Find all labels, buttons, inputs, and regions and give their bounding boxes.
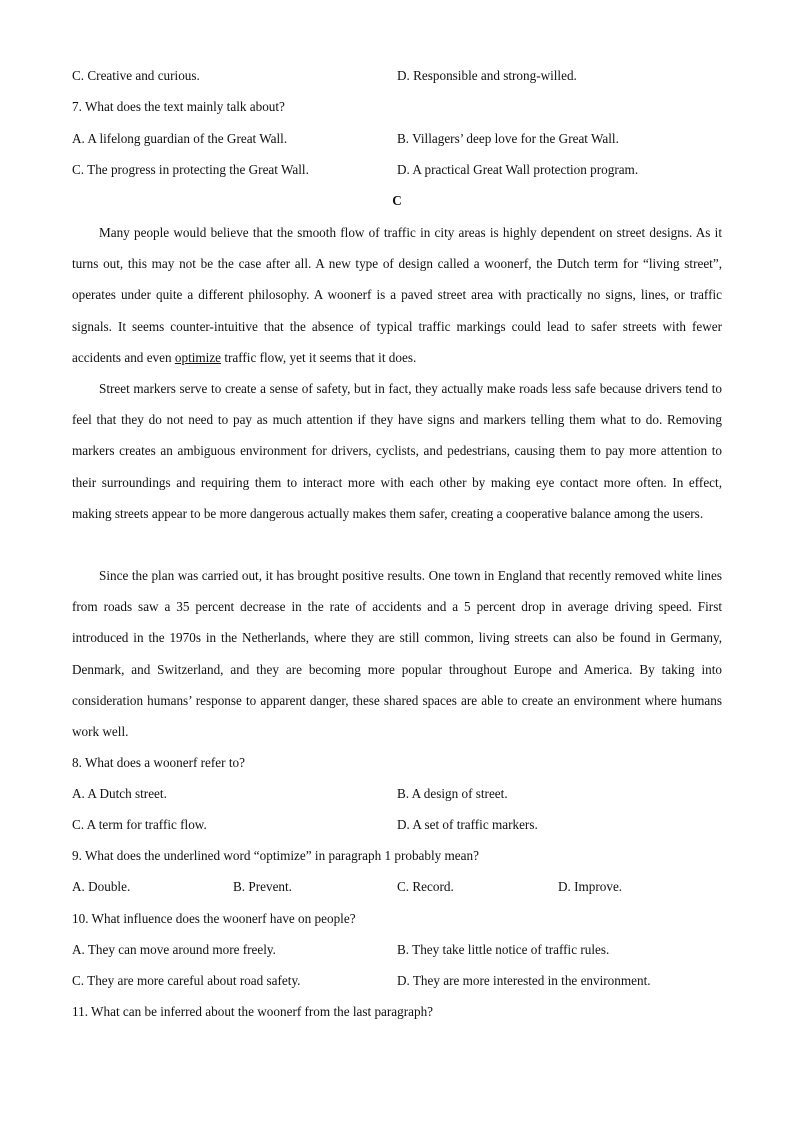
q7-option-a: A. A lifelong guardian of the Great Wall. (72, 131, 288, 146)
q10-option-a: A. They can move around more freely. (72, 942, 276, 957)
q6-option-d: D. Responsible and strong-willed. (397, 68, 577, 83)
q10-option-c: C. They are more careful about road safety. (72, 973, 301, 988)
q8-option-a: A. A Dutch street. (72, 786, 167, 801)
passage-paragraph-1 (72, 217, 722, 373)
q7-option-b: B. Villagers’ deep love for the Great Wall. (397, 131, 619, 146)
section-heading: C (392, 193, 402, 208)
q10-option-b: B. They take little notice of traffic rules. (397, 942, 610, 957)
q8-stem: 8. What does a woonerf refer to? (72, 755, 245, 770)
q8-option-b: B. A design of street. (397, 786, 508, 801)
p1-text-after: traffic flow, yet it seems that it does. (221, 349, 417, 365)
q9-option-c: C. Record. (397, 879, 454, 894)
q10-stem: 10. What influence does the woonerf have on people? (72, 911, 356, 926)
q9-option-a: A. Double. (72, 879, 131, 894)
q7-option-c: C. The progress in protecting the Great Wall. (72, 162, 309, 177)
q9-option-b: B. Prevent. (233, 879, 292, 894)
underlined-word: optimize (174, 349, 222, 365)
q7-option-d: D. A practical Great Wall protection program. (397, 162, 639, 177)
q8-option-d: D. A set of traffic markers. (397, 817, 538, 832)
q9-option-d: D. Improve. (558, 879, 623, 894)
q9-stem: 9. What does the underlined word “optimize” in paragraph 1 probably mean? (72, 848, 479, 863)
q10-option-d: D. They are more interested in the environment. (397, 973, 651, 988)
passage-paragraph-3: Since the plan was carried out, it has brought positive results. One town in England that recently removed white lines from roads saw a 35 percent decrease in the rate of accidents and a 5 percent drop in average driving speed. First introduced in the 1970s in the Netherlands, where they are still common, living streets can also be found in Germany, Denmark, and Switzerland, and they are becoming more popular throughout Europe and America. By taking into consideration humans’ response to apparent danger, these shared spaces are able to create an environment where humans work well. (72, 568, 722, 740)
q7-stem: 7. What does the text mainly talk about? (72, 99, 285, 114)
p1-text-before: Many people would believe that the smooth flow of traffic in city areas is highly dependent on street designs. As it turns out, this may not be the case after all. A new type of design called a woonerf, the Dutch term for “living street”, operates under quite a different philosophy. A woonerf is a paved street area with practically no signs, lines, or traffic signals. It seems counter-intuitive that the absence of typical traffic markings could lead to safer streets with fewer accidents and even (72, 225, 722, 365)
q11-stem: 11. What can be inferred about the woonerf from the last paragraph? (72, 1004, 434, 1019)
q6-option-c: C. Creative and curious. (72, 68, 200, 83)
passage-paragraph-2: Street markers serve to create a sense of safety, but in fact, they actually make roads less safe because drivers tend to feel that they do not need to pay as much attention if they have signs and markers telling them what to do. Removing markers creates an ambiguous environment for drivers, cyclists, and pedestrians, causing them to pay more attention to their surroundings and requiring them to interact more with each other by making eye contact more often. In effect, making streets appear to be more dangerous actually makes them safer, creating a cooperative balance among the users. (72, 381, 722, 521)
q8-option-c: C. A term for traffic flow. (72, 817, 207, 832)
